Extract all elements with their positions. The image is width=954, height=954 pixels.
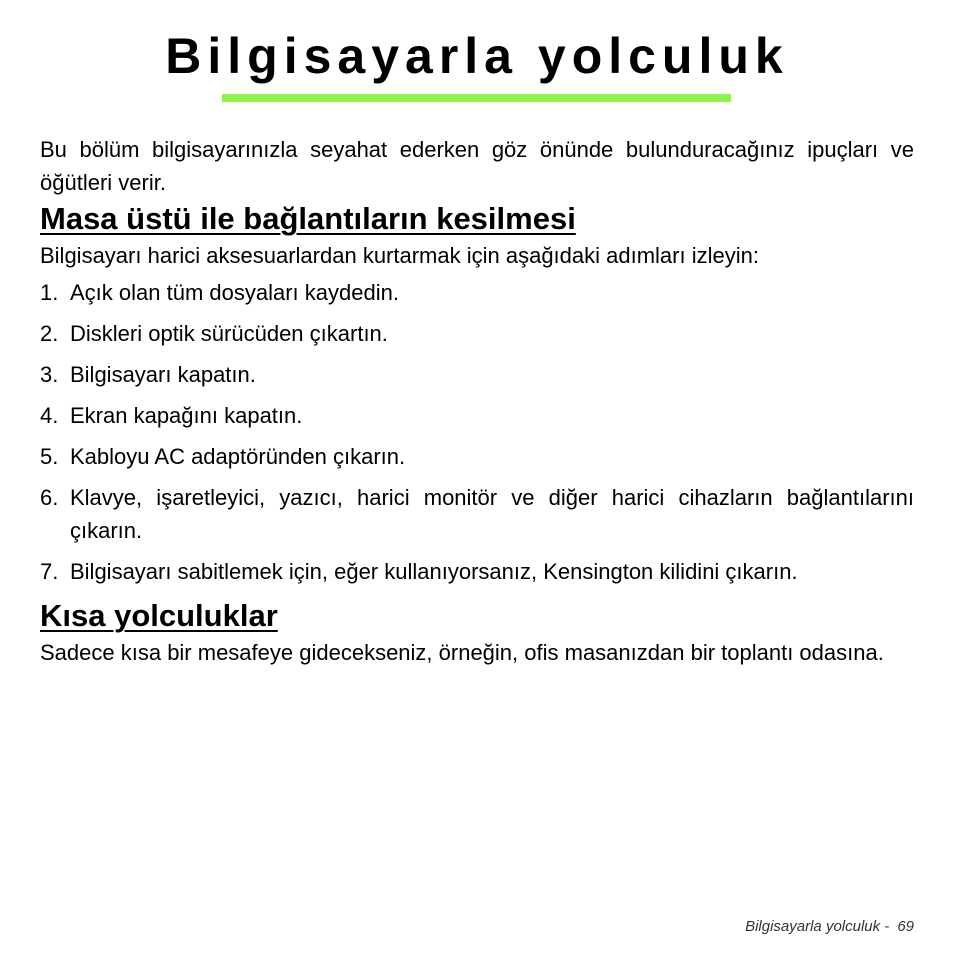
list-item (40, 440, 914, 473)
page-content (40, 133, 914, 669)
section-intro-short-trips: Sadece kısa bir mesafeye gidecekseniz, örneğin, ofis masanızdan bir toplantı odasına. (40, 640, 884, 665)
step-number: 4. (40, 403, 59, 428)
step-text: Kabloyu AC adaptöründen çıkarın. (70, 444, 406, 469)
step-number: 7. (40, 559, 59, 584)
step-number: 5. (40, 444, 59, 469)
page-number: 69 (897, 918, 914, 935)
step-text: Diskleri optik sürücüden çıkartın. (70, 321, 388, 346)
section-intro-disconnect: Bilgisayarı harici aksesuarlardan kurtarmak için aşağıdaki adımları izleyin: (40, 243, 759, 268)
page-footer (745, 918, 914, 935)
title-underline-bar (222, 94, 731, 102)
steps-list (40, 276, 914, 588)
list-item (40, 276, 914, 309)
list-item (40, 555, 914, 588)
page-title: Bilgisayarla yolculuk (165, 28, 789, 84)
step-number: 1. (40, 280, 59, 305)
footer-label: Bilgisayarla yolculuk - (745, 918, 890, 935)
step-number: 3. (40, 362, 59, 387)
step-text: Bilgisayarı kapatın. (70, 362, 256, 387)
step-text: Bilgisayarı sabitlemek için, eğer kullanıyorsanız, Kensington kilidini çıkarın. (70, 559, 798, 584)
step-text: Ekran kapağını kapatın. (70, 403, 303, 428)
section-heading-disconnect: Masa üstü ile bağlantıların kesilmesi (40, 201, 576, 236)
list-item (40, 317, 914, 350)
step-number: 6. (40, 485, 59, 510)
intro-paragraph: Bu bölüm bilgisayarınızla seyahat ederken göz önünde bulunduracağınız ipuçları ve öğütleri verir. (40, 137, 914, 195)
step-number: 2. (40, 321, 59, 346)
list-item (40, 358, 914, 391)
list-item (40, 399, 914, 432)
step-text: Klavye, işaretleyici, yazıcı, harici monitör ve diğer harici cihazların bağlantılarını çıkarın. (70, 485, 914, 543)
list-item (40, 481, 914, 547)
step-text: Açık olan tüm dosyaları kaydedin. (70, 280, 399, 305)
section-heading-short-trips: Kısa yolculuklar (40, 598, 278, 633)
